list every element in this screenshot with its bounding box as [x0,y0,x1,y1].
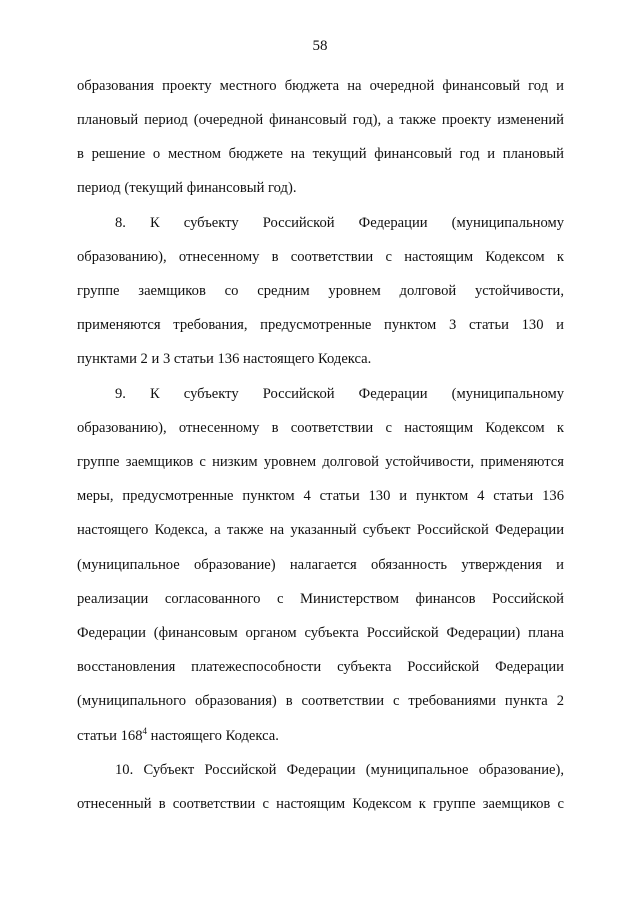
text-line: группе заемщиков с низким уровнем долговой устойчивости, применяются [77,454,564,470]
text-line: 9. К субъекту Российской Федерации (муниципальному [115,386,564,402]
text-line: в решение о местном бюджете на текущий финансовый год и плановый [77,146,564,162]
text-line: меры, предусмотренные пунктом 4 статьи 130 и пунктом 4 статьи 136 [77,488,564,504]
text-line: период (текущий финансовый год). [77,180,297,196]
page-number: 58 [312,38,328,54]
text-line: образованию), отнесенному в соответствии с настоящим Кодексом к [77,249,564,265]
text-line: образования проекту местного бюджета на очередной финансовый год и [77,78,564,94]
text-line: плановый период (очередной финансовый год), а также проекту изменений [77,112,564,128]
text-line: (муниципального образования) в соответствии с требованиями пункта 2 [77,693,564,709]
text-line: 8. К субъекту Российской Федерации (муниципальному [115,215,564,231]
text-line: настоящего Кодекса, а также на указанный субъект Российской Федерации [77,522,564,538]
text-line: отнесенный в соответствии с настоящим Кодексом к группе заемщиков с [77,796,564,812]
text-line [77,727,564,745]
text-fragment: настоящего Кодекса. [147,728,279,744]
text-line: применяются требования, предусмотренные пунктом 3 статьи 130 и [77,317,564,333]
text-line: образованию), отнесенному в соответствии с настоящим Кодексом к [77,420,564,436]
text-line: группе заемщиков со средним уровнем долговой устойчивости, [77,283,564,299]
superscript: 4 [142,726,148,737]
text-line: реализации согласованного с Министерством финансов Российской [77,591,564,607]
text-line: Федерации (финансовым органом субъекта Российской Федерации) плана [77,625,564,641]
text-line: пунктами 2 и 3 статьи 136 настоящего Кодекса. [77,351,372,367]
text-line: (муниципальное образование) налагается обязанность утверждения и [77,557,564,573]
text-fragment: статьи 168 [77,728,143,744]
text-line: восстановления платежеспособности субъекта Российской Федерации [77,659,564,675]
text-line: 10. Субъект Российской Федерации (муниципальное образование), [115,762,564,778]
